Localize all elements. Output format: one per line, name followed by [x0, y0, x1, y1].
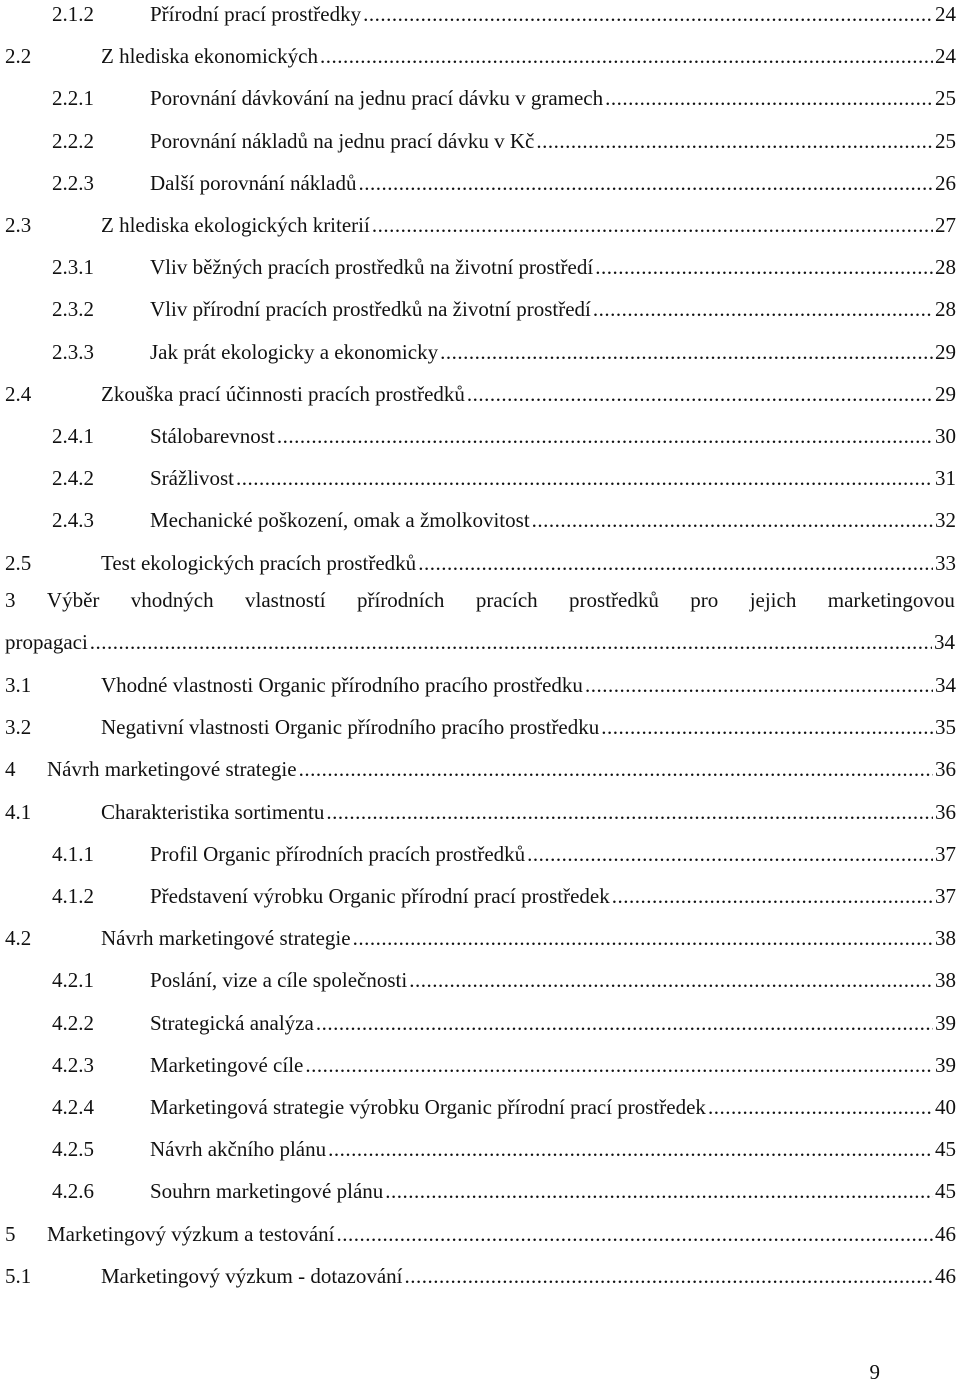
toc-leader-dots	[337, 1219, 933, 1249]
toc-entry-word: vlastností	[245, 588, 326, 612]
toc-entry-page: 34	[932, 627, 955, 657]
toc-entry-number: 2.4	[5, 381, 32, 406]
toc-leader-dots	[326, 797, 933, 827]
toc-leader-dots	[90, 627, 932, 657]
toc-entry-number: 2.4.3	[52, 508, 94, 533]
toc-entry-word: pro	[690, 588, 719, 612]
toc-leader-dots	[593, 294, 933, 324]
toc-leader-dots	[236, 463, 933, 493]
toc-entry-number: 4.2.1	[52, 968, 94, 993]
toc-entry	[0, 505, 956, 535]
toc-entry-title: Marketingový výzkum a testování	[47, 1219, 337, 1249]
toc-entry-page: 35	[933, 712, 956, 742]
toc-entry-word: Výběr	[46, 588, 100, 612]
toc-entry-title: Z hlediska ekologických kriterií	[101, 210, 372, 240]
toc-entry-word: prostředků	[569, 588, 659, 612]
toc-entry	[0, 168, 956, 198]
toc-entry-number: 3.1	[5, 673, 32, 697]
toc-entry-page: 30	[933, 421, 956, 451]
toc-entry-title: Negativní vlastnosti Organic přírodního pracího prostředku	[101, 712, 601, 742]
toc-entry-title: Vliv přírodní pracích prostředků na životní prostředí	[150, 294, 593, 324]
toc-entry	[0, 294, 956, 324]
toc-entry-number: 2.4.1	[52, 424, 94, 448]
toc-entry-word: přírodních	[356, 588, 445, 612]
toc-entry-page: 29	[933, 379, 956, 409]
toc-entry-word: jejich	[749, 588, 797, 612]
toc-entry-3-first-line	[5, 585, 955, 615]
toc-entry	[0, 337, 956, 367]
toc-entry-number: 4.2.3	[52, 1052, 94, 1077]
toc-entry-page: 37	[933, 839, 956, 869]
toc-entry-number: 2.2.2	[52, 128, 94, 153]
toc-leader-dots	[358, 168, 933, 198]
toc-entry-title: Test ekologických pracích prostředků	[101, 548, 418, 578]
toc-entry-page: 27	[933, 210, 956, 240]
toc-entry-number: 4.2	[5, 926, 32, 951]
toc-leader-dots	[353, 923, 933, 953]
toc-entry-page: 32	[933, 505, 956, 535]
toc-entry-page: 39	[933, 1050, 956, 1080]
toc-leader-dots	[440, 337, 933, 367]
toc-entry-number: 2.2.1	[52, 86, 94, 111]
toc-entry-number: 2.3.2	[52, 297, 94, 322]
toc-leader-dots	[585, 670, 933, 700]
toc-entry-page: 25	[933, 126, 956, 156]
toc-leader-dots	[532, 505, 933, 535]
toc-entry-title: Porovnání nákladů na jednu prací dávku v Kč	[150, 126, 536, 156]
toc-entry-page: 29	[933, 337, 956, 367]
toc-entry-title: Profil Organic přírodních pracích prostředků	[150, 839, 527, 869]
toc-leader-dots	[299, 754, 933, 784]
toc-entry	[0, 1008, 956, 1038]
toc-leader-dots	[527, 839, 933, 869]
toc-entry-page: 26	[933, 168, 956, 198]
toc-entry-page: 38	[933, 965, 956, 995]
toc-entry-number: 3.2	[5, 715, 32, 740]
toc-entry	[0, 670, 956, 700]
toc-entry-number: 2.3.3	[52, 339, 94, 364]
toc-entry-title: Strategická analýza	[150, 1008, 316, 1038]
toc-entry	[0, 1219, 956, 1249]
toc-entry	[0, 83, 956, 113]
toc-leader-dots	[418, 548, 933, 578]
toc-leader-dots	[612, 881, 933, 911]
toc-entry-number: 2.2.3	[52, 170, 94, 195]
toc-leader-dots	[363, 0, 933, 29]
toc-entry-title: Přírodní prací prostředky	[150, 0, 363, 29]
toc-entry-title: Souhrn marketingové plánu	[150, 1176, 385, 1206]
toc-entry-page: 36	[933, 797, 956, 827]
toc-entry	[0, 839, 956, 869]
toc-entry	[0, 1134, 956, 1164]
toc-entry-title: Představení výrobku Organic přírodní prací prostředek	[150, 881, 612, 911]
toc-entry	[0, 712, 956, 742]
toc-entry-number: 5.1	[5, 1263, 32, 1288]
toc-entry-number: 4.1.1	[52, 841, 94, 866]
toc-entry-title: Návrh marketingové strategie	[47, 754, 299, 784]
toc-entry-word: pracích	[475, 588, 538, 612]
toc-entry-number: 4.2.6	[52, 1179, 94, 1204]
toc-entry-page: 24	[933, 0, 956, 29]
toc-leader-dots	[467, 379, 933, 409]
toc-leader-dots	[708, 1092, 933, 1122]
toc-entry-title: Z hlediska ekonomických	[101, 41, 320, 71]
toc-entry-page: 33	[933, 548, 956, 578]
toc-entry	[0, 1261, 956, 1291]
toc-leader-dots	[405, 1261, 933, 1291]
toc-entry-title: Poslání, vize a cíle společnosti	[150, 965, 409, 995]
toc-entry	[0, 463, 956, 493]
toc-entry-number: 4.2.5	[52, 1137, 94, 1162]
toc-entry-title: Zkouška prací účinnosti pracích prostředků	[101, 379, 467, 409]
toc-entry-number: 2.3.1	[52, 255, 94, 280]
toc-leader-dots	[328, 1134, 933, 1164]
toc-leader-dots	[305, 1050, 933, 1080]
toc-entry-page: 24	[933, 41, 956, 71]
toc-entry-title: Marketingové cíle	[150, 1050, 305, 1080]
toc-entry-title: propagaci	[5, 627, 90, 657]
toc-entry-title: Mechanické poškození, omak a žmolkovitost	[150, 505, 532, 535]
toc-entry-page: 45	[933, 1134, 956, 1164]
toc-entry-page: 28	[933, 252, 956, 282]
toc-entry-word: vhodných	[130, 588, 214, 612]
toc-entry	[0, 754, 956, 784]
toc-leader-dots	[595, 252, 933, 282]
toc-entry	[0, 210, 956, 240]
toc-entry-title: Charakteristika sortimentu	[101, 797, 326, 827]
toc-leader-dots	[536, 126, 933, 156]
toc-entry-page: 39	[933, 1008, 956, 1038]
toc-entry-page: 38	[933, 923, 956, 953]
toc-entry-page: 45	[933, 1176, 956, 1206]
toc-entry-page: 36	[933, 754, 956, 784]
toc-entry	[0, 421, 956, 451]
toc-entry-number: 4.1	[5, 799, 32, 824]
toc-entry-number: 2.5	[5, 550, 32, 575]
toc-leader-dots	[320, 41, 933, 71]
toc-entry	[0, 923, 956, 953]
toc-entry	[0, 1050, 956, 1080]
toc-entry	[0, 797, 956, 827]
toc-leader-dots	[605, 83, 933, 113]
toc-entry-title: Jak prát ekologicky a ekonomicky	[150, 337, 440, 367]
toc-leader-dots	[316, 1008, 933, 1038]
toc-entry-title: Vhodné vlastnosti Organic přírodního pracího prostředku	[101, 670, 585, 700]
toc-entry-title: Vliv běžných pracích prostředků na životní prostředí	[150, 252, 595, 282]
toc-entry	[0, 0, 956, 29]
toc-entry-page: 31	[933, 463, 956, 493]
toc-entry	[0, 1176, 956, 1206]
toc-entry-title: Srážlivost	[150, 463, 236, 493]
toc-leader-dots	[277, 421, 933, 451]
toc-entry-page: 28	[933, 294, 956, 324]
toc-entry-page: 46	[933, 1261, 956, 1291]
toc-entry-number: 4.1.2	[52, 884, 94, 908]
toc-entry	[0, 41, 956, 71]
toc-entry-number: 2.4.2	[52, 466, 94, 491]
toc-entry-number: 2.3	[5, 213, 32, 237]
toc-entry	[0, 548, 956, 578]
toc-entry	[0, 881, 956, 911]
toc-entry-title: Návrh akčního plánu	[150, 1134, 328, 1164]
toc-entry-page: 46	[933, 1219, 956, 1249]
toc-entry	[0, 126, 956, 156]
toc-entry-word: marketingovou	[827, 588, 955, 612]
toc-entry-title: Další porovnání nákladů	[150, 168, 358, 198]
toc-entry	[0, 252, 956, 282]
toc-entry	[0, 965, 956, 995]
toc-entry-number: 2.1.2	[52, 2, 94, 26]
toc-entry	[0, 1092, 956, 1122]
toc-entry-number: 4.2.2	[52, 1010, 94, 1035]
toc-entry-page: 34	[933, 670, 956, 700]
toc-entry-title: Marketingový výzkum - dotazování	[101, 1261, 405, 1291]
toc-entry-number: 4	[5, 757, 16, 782]
toc-entry-page: 40	[933, 1092, 956, 1122]
toc-entry-number: 5	[5, 1221, 16, 1246]
toc-entry-number: 4.2.4	[52, 1095, 94, 1119]
toc-leader-dots	[372, 210, 933, 240]
toc-entry-title: Stálobarevnost	[150, 421, 277, 451]
toc-entry-3-continuation	[5, 627, 955, 657]
toc-leader-dots	[385, 1176, 933, 1206]
toc-entry-page: 37	[933, 881, 956, 911]
toc-entry	[0, 379, 956, 409]
toc-entry-number: 2.2	[5, 44, 32, 69]
page-number: 9	[869, 1360, 880, 1384]
toc-entry-title: Porovnání dávkování na jednu prací dávku v gramech	[150, 83, 605, 113]
toc-entry-title: Marketingová strategie výrobku Organic přírodní prací prostředek	[150, 1092, 708, 1122]
toc-entry-title: Návrh marketingové strategie	[101, 923, 353, 953]
toc-entry-word: 3	[5, 588, 16, 612]
toc-leader-dots	[601, 712, 933, 742]
toc-entry-page: 25	[933, 83, 956, 113]
toc-leader-dots	[409, 965, 933, 995]
